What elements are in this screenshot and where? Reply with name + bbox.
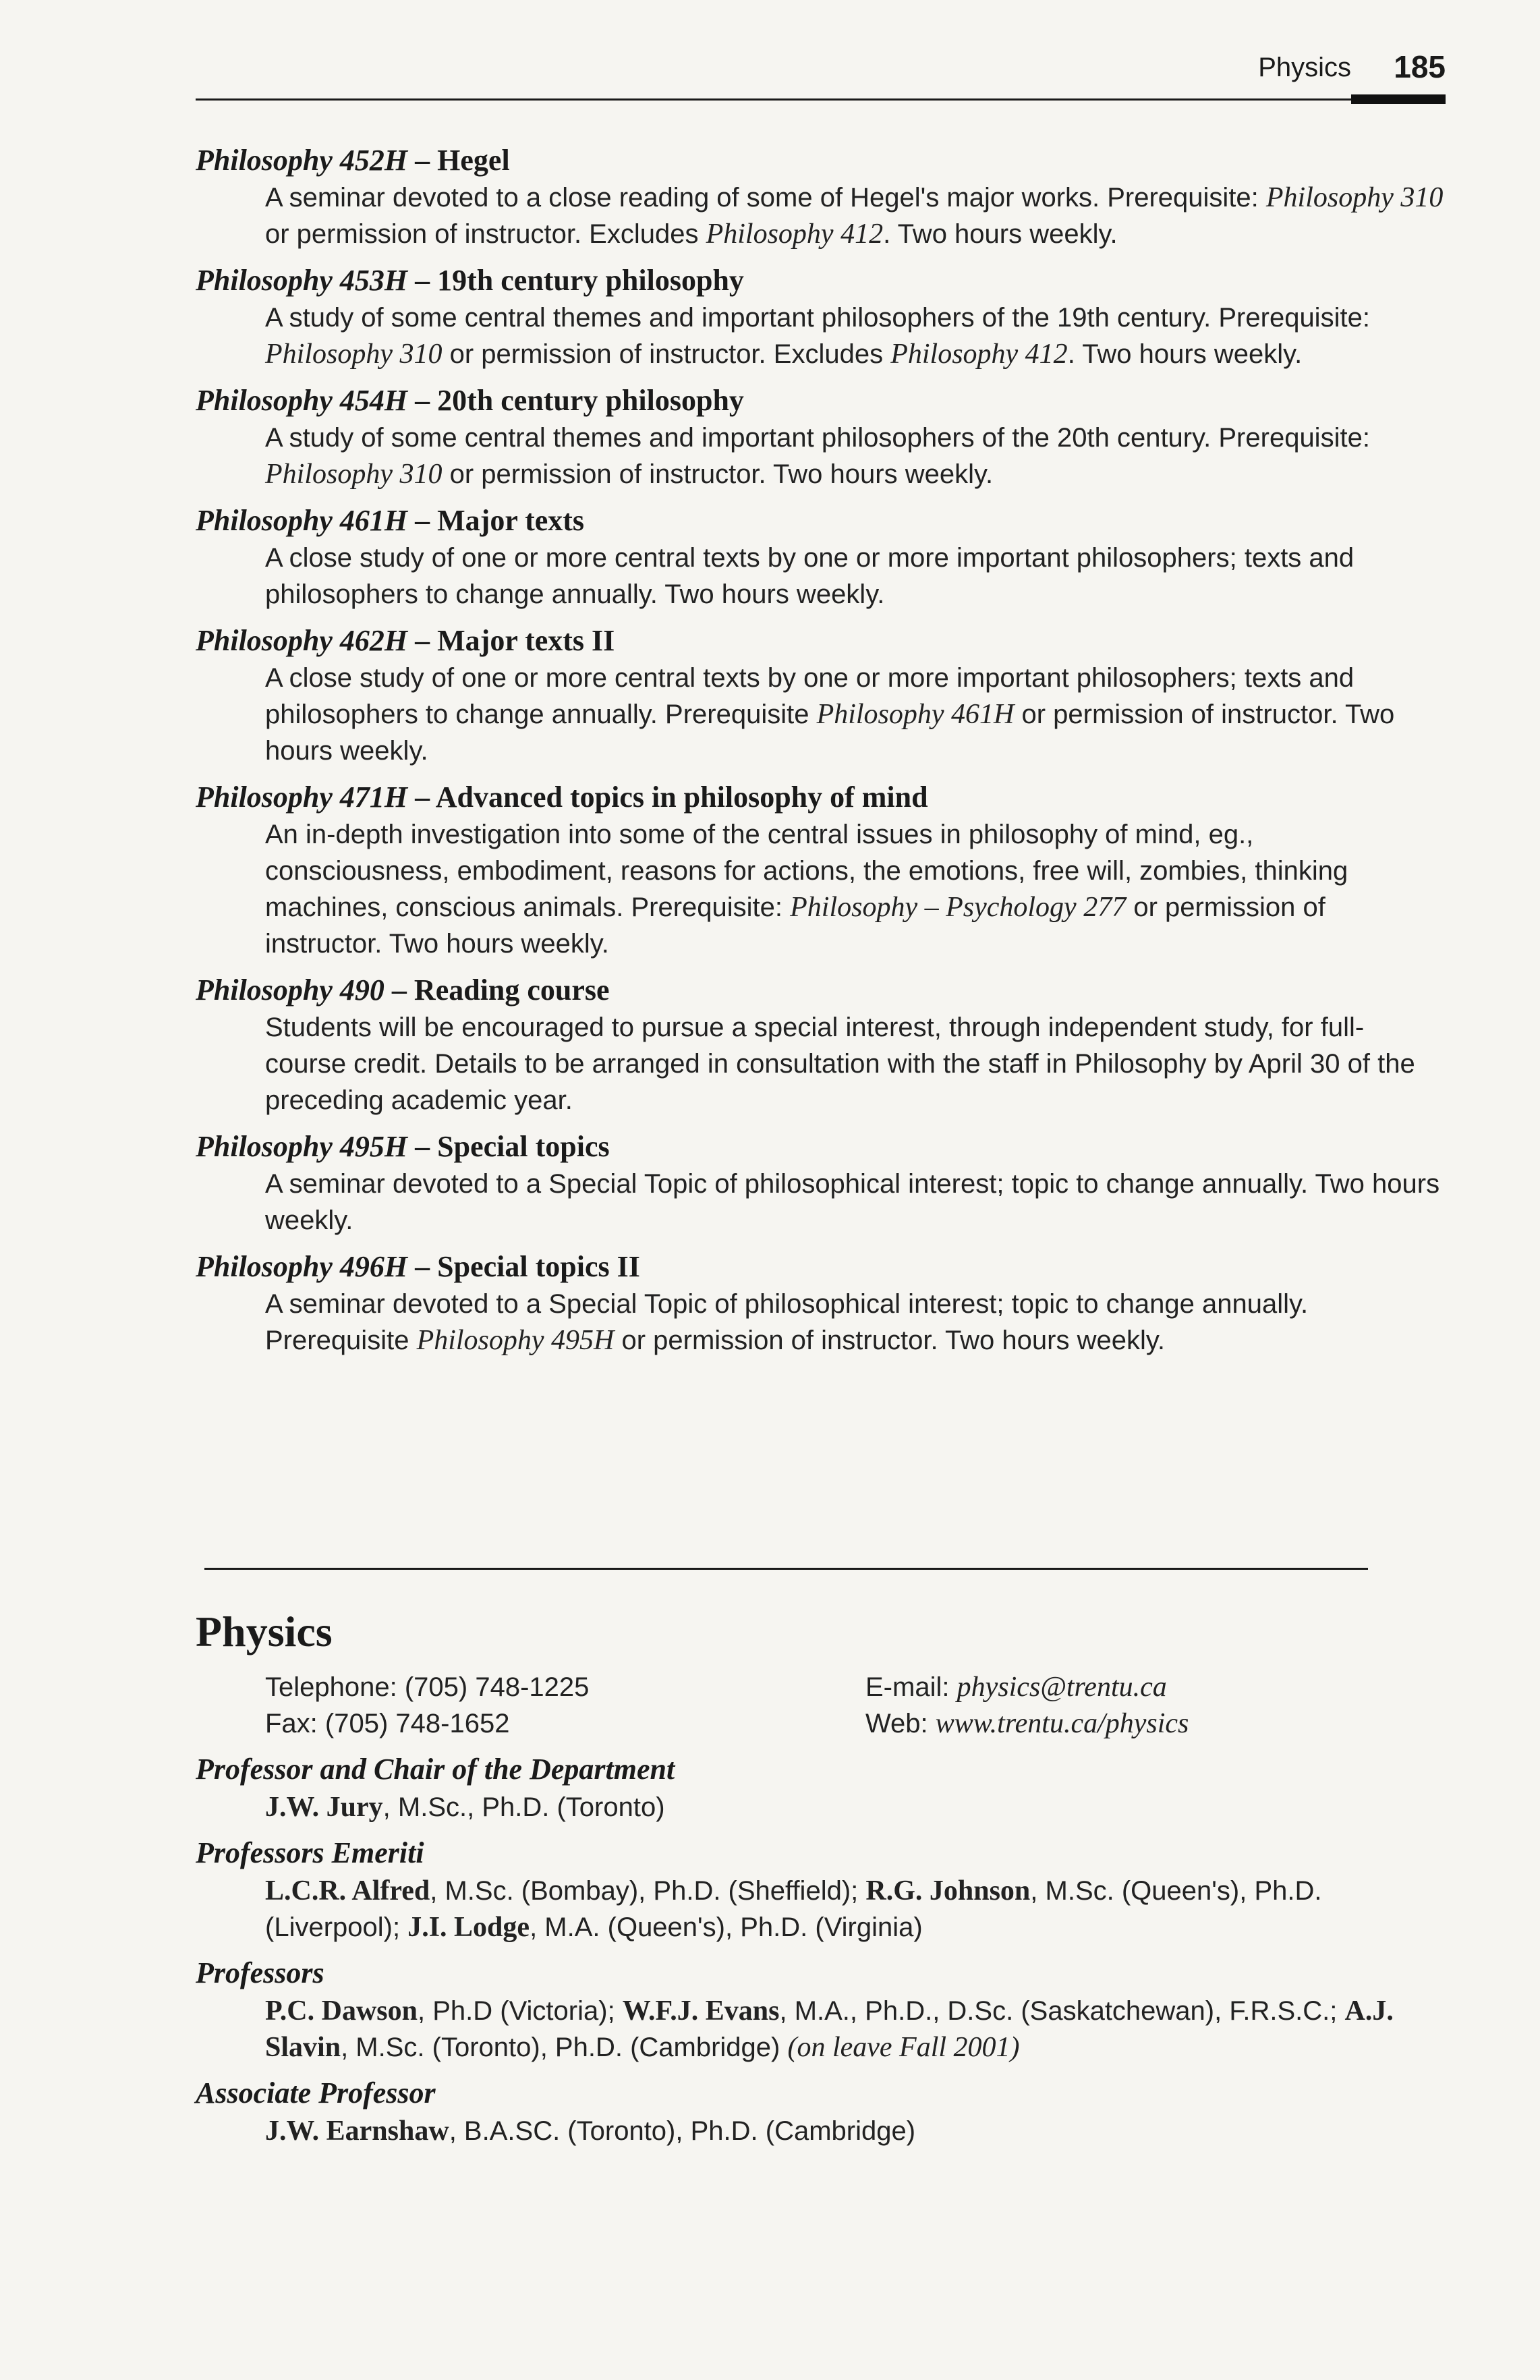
email-link[interactable]: physics@trentu.ca (957, 1672, 1167, 1703)
course-separator: – (407, 1250, 438, 1283)
description-text: A seminar devoted to a close reading of some of Hegel's major works. Prerequisite: (265, 183, 1266, 213)
staff-name: J.I. Lodge (407, 1912, 530, 1943)
course-description (265, 540, 1444, 613)
course-title (196, 142, 1444, 179)
course-title (196, 382, 1444, 420)
staff-credentials: , M.A. (Queen's), Ph.D. (Virginia) (530, 1913, 923, 1942)
section-divider (204, 1568, 1368, 1570)
course-code: Philosophy 461H (196, 504, 408, 537)
course-title (196, 1248, 1444, 1286)
course-entry (196, 142, 1444, 252)
course-description (265, 1286, 1444, 1359)
description-text: A close study of one or more central texts by one or more important philosophers; texts and philosophers to change annually. Two hours weekly. (265, 543, 1354, 609)
course-description (265, 1166, 1444, 1239)
course-code: Philosophy 471H (196, 781, 408, 814)
course-description (265, 660, 1444, 769)
staff-heading: Professors (196, 1956, 324, 1989)
course-entry (196, 971, 1444, 1118)
email-line (865, 1669, 1189, 1705)
web-label: Web: (865, 1709, 936, 1738)
course-name: Advanced topics in philosophy of mind (435, 781, 928, 814)
course-entry (196, 262, 1444, 372)
web-line (865, 1705, 1189, 1742)
course-list (196, 142, 1444, 1368)
course-code: Philosophy 496H (196, 1250, 408, 1283)
course-entry (196, 622, 1444, 769)
description-text: or permission of instructor. Two hours weekly. (265, 893, 1325, 959)
staff-members (265, 1993, 1444, 2066)
staff-credentials: , M.A., Ph.D., D.Sc. (Saskatchewan), F.R.S.C.; (779, 1996, 1345, 2026)
staff-members (265, 1789, 1444, 1825)
staff-credentials: , M.Sc. (Toronto), Ph.D. (Cambridge) (341, 2033, 788, 2062)
description-text: Students will be encouraged to pursue a special interest, through independent study, for full-course credit. Details to be arranged in consultation with the staff in Philosophy by April 30 of the preceding academic year. (265, 1013, 1415, 1115)
staff-group (196, 1954, 1444, 2066)
page-number: 185 (1394, 49, 1446, 84)
staff-credentials: , B.A.SC. (Toronto), Ph.D. (Cambridge) (449, 2116, 916, 2146)
course-reference: Philosophy 495H (416, 1325, 615, 1356)
description-text: A study of some central themes and important philosophers of the 20th century. Prerequisite: (265, 423, 1370, 453)
course-reference: Philosophy 461H (816, 699, 1015, 730)
course-code: Philosophy 495H (196, 1130, 408, 1163)
course-reference: Philosophy – Psychology 277 (790, 892, 1127, 923)
course-separator: – (407, 781, 436, 814)
contact-online (865, 1669, 1189, 1742)
course-code: Philosophy 454H (196, 384, 408, 417)
description-text: . Two hours weekly. (883, 219, 1118, 249)
header-tab-mark (1351, 94, 1446, 104)
staff-credentials: , M.Sc., Ph.D. (Toronto) (382, 1792, 665, 1822)
course-separator: – (407, 504, 438, 537)
contact-phone-fax (265, 1669, 589, 1742)
course-separator: – (407, 1130, 438, 1163)
description-text: A seminar devoted to a Special Topic of philosophical interest; topic to change annually. Prerequisite (265, 1289, 1309, 1355)
course-reference: Philosophy 412 (706, 219, 884, 250)
course-reference: Philosophy 412 (890, 339, 1068, 370)
staff-name: J.W. Earnshaw (265, 2116, 449, 2147)
fax: Fax: (705) 748-1652 (265, 1709, 510, 1738)
web-link[interactable]: www.trentu.ca/physics (935, 1708, 1189, 1739)
course-reference: Philosophy 310 (265, 339, 443, 370)
course-entry (196, 778, 1444, 962)
course-name: Hegel (437, 144, 510, 177)
course-name: Reading course (413, 973, 610, 1007)
course-title (196, 502, 1444, 540)
staff-members (265, 1873, 1444, 1946)
description-text: or permission of instructor. Two hours weekly. (265, 700, 1395, 766)
course-description (265, 1009, 1444, 1118)
description-text: or permission of instructor. Two hours weekly. (614, 1326, 1165, 1355)
email-label: E-mail: (865, 1672, 957, 1702)
course-entry (196, 502, 1444, 613)
course-title (196, 1128, 1444, 1166)
telephone: Telephone: (705) 748-1225 (265, 1672, 590, 1702)
staff-heading: Professor and Chair of the Department (196, 1753, 675, 1786)
course-description (265, 816, 1444, 962)
course-name: Special topics (437, 1130, 610, 1163)
staff-credentials: , M.Sc. (Bombay), Ph.D. (Sheffield); (430, 1876, 866, 1906)
description-text: A study of some central themes and important philosophers of the 19th century. Prerequisite: (265, 303, 1370, 333)
course-title (196, 622, 1444, 660)
description-text: An in-depth investigation into some of the central issues in philosophy of mind, eg., consciousness, embodiment, reasons for actions, the emotions, free will, zombies, thinking machines, conscious animals. Prerequisite: (265, 820, 1348, 922)
course-separator: – (407, 384, 438, 417)
course-separator: – (407, 264, 438, 297)
course-entry (196, 1248, 1444, 1359)
course-entry (196, 1128, 1444, 1239)
contact-block (265, 1669, 1444, 1742)
course-name: Major texts (437, 504, 585, 537)
course-description (265, 179, 1444, 252)
course-name: Major texts II (437, 624, 615, 657)
physics-section (196, 1606, 1444, 2149)
course-separator: – (407, 144, 438, 177)
staff-name: W.F.J. Evans (622, 1995, 780, 2027)
description-text: A close study of one or more central texts by one or more important philosophers; texts and philosophers to change annually. Prerequisite (265, 663, 1354, 729)
staff-heading: Associate Professor (196, 2076, 436, 2109)
description-text: or permission of instructor. Excludes (265, 219, 706, 249)
course-description (265, 420, 1444, 492)
course-code: Philosophy 452H (196, 144, 408, 177)
staff-note: (on leave Fall 2001) (787, 2032, 1020, 2063)
course-description (265, 300, 1444, 372)
description-text: or permission of instructor. Two hours weekly. (442, 459, 994, 489)
staff-group (196, 1750, 1444, 1825)
course-title (196, 778, 1444, 816)
course-reference: Philosophy 310 (265, 459, 443, 490)
staff-name: A.J. Slavin (265, 1995, 1394, 2063)
course-code: Philosophy 462H (196, 624, 408, 657)
course-entry (196, 382, 1444, 492)
course-name: 20th century philosophy (437, 384, 744, 417)
staff-credentials: , M.Sc. (Queen's), Ph.D. (Liverpool); (265, 1876, 1322, 1942)
header-rule (196, 98, 1446, 101)
running-head: Physics (1258, 53, 1351, 82)
section-title: Physics (196, 1608, 333, 1655)
staff-name: J.W. Jury (265, 1792, 383, 1823)
staff-group (196, 2074, 1444, 2149)
description-text: or permission of instructor. Excludes (442, 339, 891, 369)
description-text: A seminar devoted to a Special Topic of philosophical interest; topic to change annually. Two hours weekly. (265, 1169, 1440, 1235)
staff-members (265, 2113, 1444, 2149)
course-code: Philosophy 453H (196, 264, 408, 297)
course-separator: – (407, 624, 438, 657)
staff-name: R.G. Johnson (865, 1875, 1031, 1906)
course-separator: – (384, 973, 414, 1007)
staff-group (196, 1834, 1444, 1946)
course-title (196, 971, 1444, 1009)
staff-name: L.C.R. Alfred (265, 1875, 430, 1906)
staff-name: P.C. Dawson (265, 1995, 418, 2027)
staff-list (196, 1750, 1444, 2149)
course-name: Special topics II (437, 1250, 640, 1283)
course-title (196, 262, 1444, 300)
page-header (196, 49, 1446, 107)
course-code: Philosophy 490 (196, 973, 384, 1007)
course-reference: Philosophy 310 (1265, 182, 1444, 213)
description-text: . Two hours weekly. (1067, 339, 1303, 369)
staff-heading: Professors Emeriti (196, 1836, 424, 1869)
course-name: 19th century philosophy (437, 264, 744, 297)
staff-credentials: , Ph.D (Victoria); (418, 1996, 623, 2026)
